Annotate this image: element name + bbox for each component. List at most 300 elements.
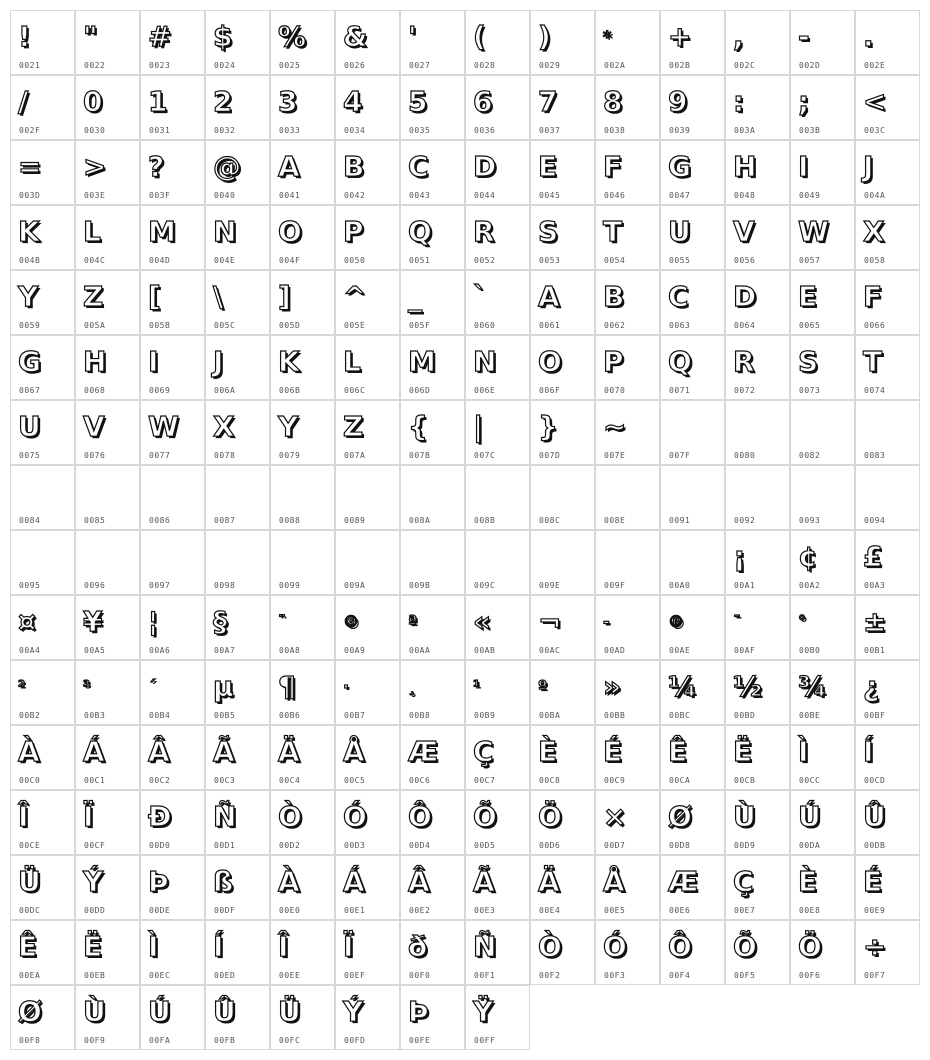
- glyph-code-label: 00C2: [149, 776, 171, 785]
- glyph-cell: [595, 530, 660, 595]
- glyph-preview: Ù: [83, 995, 106, 1028]
- glyph-code-label: 0076: [84, 451, 106, 460]
- glyph-code-label: 0027: [409, 61, 431, 70]
- glyph-code-label: 0052: [474, 256, 496, 265]
- glyph-code-label: 0095: [19, 581, 41, 590]
- glyph-code-label: 0059: [19, 321, 41, 330]
- glyph-cell: [660, 725, 725, 790]
- glyph-cell: [335, 660, 400, 725]
- glyph-code-label: 007E: [604, 451, 626, 460]
- glyph-code-label: 00FF: [474, 1036, 496, 1045]
- glyph-cell: [335, 985, 400, 1050]
- glyph-code-label: 0084: [19, 516, 41, 525]
- glyph-preview: Ò: [538, 930, 562, 963]
- glyph-preview: /: [18, 85, 29, 118]
- glyph-code-label: 00E2: [409, 906, 431, 915]
- glyph-preview: ): [538, 20, 551, 53]
- glyph-preview: Í: [863, 735, 874, 768]
- glyph-cell: [205, 985, 270, 1050]
- glyph-cell: [270, 400, 335, 465]
- glyph-cell: [725, 75, 790, 140]
- glyph-preview: 8: [603, 85, 623, 118]
- glyph-cell: [140, 595, 205, 660]
- glyph-cell: [530, 10, 595, 75]
- glyph-cell: [205, 920, 270, 985]
- glyph-cell: [725, 530, 790, 595]
- glyph-preview: -: [603, 612, 610, 631]
- glyph-cell: [725, 790, 790, 855]
- glyph-code-label: 0041: [279, 191, 301, 200]
- glyph-preview: [603, 474, 653, 514]
- glyph-code-label: 00ED: [214, 971, 236, 980]
- glyph-code-label: 0028: [474, 61, 496, 70]
- glyph-cell: [270, 205, 335, 270]
- glyph-code-label: 009C: [474, 581, 496, 590]
- glyph-preview: ¢: [798, 540, 818, 573]
- glyph-preview: ¦: [148, 605, 159, 638]
- glyph-cell: [10, 595, 75, 660]
- glyph-cell: [75, 660, 140, 725]
- glyph-code-label: 00D0: [149, 841, 171, 850]
- glyph-code-label: 00FD: [344, 1036, 366, 1045]
- glyph-preview: K: [18, 215, 40, 248]
- glyph-cell: [75, 985, 140, 1050]
- glyph-preview: T: [863, 345, 883, 378]
- glyph-preview: #: [148, 20, 172, 53]
- glyph-preview: C: [408, 150, 429, 183]
- glyph-cell: [270, 465, 335, 530]
- glyph-cell: [465, 725, 530, 790]
- glyph-preview: ¶: [278, 670, 296, 703]
- glyph-cell: [855, 595, 920, 660]
- glyph-code-label: 00AB: [474, 646, 496, 655]
- glyph-cell: [855, 725, 920, 790]
- glyph-cell: [400, 985, 465, 1050]
- glyph-preview: Í: [213, 930, 224, 963]
- glyph-cell: [140, 140, 205, 205]
- glyph-preview: 9: [668, 85, 688, 118]
- glyph-preview: U: [668, 215, 691, 248]
- glyph-cell: [75, 920, 140, 985]
- glyph-preview: O: [538, 345, 562, 378]
- glyph-preview: Õ: [733, 930, 757, 963]
- glyph-cell: [400, 10, 465, 75]
- glyph-cell: [465, 985, 530, 1050]
- glyph-cell: [660, 140, 725, 205]
- glyph-code-label: 00D2: [279, 841, 301, 850]
- glyph-cell: [855, 205, 920, 270]
- glyph-code-label: 00B5: [214, 711, 236, 720]
- glyph-code-label: 00B4: [149, 711, 171, 720]
- glyph-cell: [10, 855, 75, 920]
- glyph-cell: [270, 335, 335, 400]
- glyph-cell: [400, 465, 465, 530]
- glyph-preview: [668, 409, 718, 449]
- glyph-preview: [603, 539, 653, 579]
- glyph-grid: [10, 10, 920, 1050]
- glyph-cell: [140, 660, 205, 725]
- glyph-cell: [855, 920, 920, 985]
- glyph-cell: [595, 855, 660, 920]
- glyph-code-label: 00CF: [84, 841, 106, 850]
- glyph-code-label: 00F5: [734, 971, 756, 980]
- glyph-cell: [595, 75, 660, 140]
- glyph-code-label: 00B9: [474, 711, 496, 720]
- glyph-preview: 4: [343, 85, 363, 118]
- glyph-code-label: 00A8: [279, 646, 301, 655]
- glyph-code-label: 0088: [279, 516, 301, 525]
- glyph-preview: <: [863, 85, 887, 118]
- glyph-preview: Ê: [18, 930, 38, 963]
- glyph-code-label: 007A: [344, 451, 366, 460]
- glyph-preview: Õ: [473, 800, 497, 833]
- glyph-preview: X: [213, 410, 235, 443]
- glyph-cell: [790, 270, 855, 335]
- glyph-cell: [465, 855, 530, 920]
- glyph-preview: Ô: [668, 930, 692, 963]
- glyph-preview: ³: [83, 677, 91, 696]
- glyph-preview: M: [148, 215, 176, 248]
- glyph-code-label: 009E: [539, 581, 561, 590]
- glyph-cell: [855, 270, 920, 335]
- glyph-preview: Ÿ: [473, 995, 494, 1028]
- glyph-preview: ¨: [278, 612, 286, 631]
- glyph-preview: Ð: [148, 800, 172, 833]
- glyph-cell: [75, 205, 140, 270]
- glyph-cell: [140, 725, 205, 790]
- glyph-preview: ¹: [473, 677, 481, 696]
- glyph-preview: ;: [798, 85, 810, 118]
- glyph-cell: [10, 920, 75, 985]
- glyph-preview: ´: [148, 677, 156, 696]
- glyph-code-label: 0069: [149, 386, 171, 395]
- glyph-preview: À: [278, 865, 300, 898]
- glyph-preview: =: [18, 150, 42, 183]
- glyph-cell: [205, 595, 270, 660]
- glyph-cell: [140, 335, 205, 400]
- glyph-cell: [75, 75, 140, 140]
- glyph-cell: [140, 920, 205, 985]
- glyph-code-label: 0082: [799, 451, 821, 460]
- glyph-cell: [725, 660, 790, 725]
- glyph-code-label: 003B: [799, 126, 821, 135]
- glyph-cell: [465, 335, 530, 400]
- glyph-cell: [465, 790, 530, 855]
- glyph-cell: [205, 335, 270, 400]
- glyph-cell: [725, 140, 790, 205]
- glyph-code-label: 0099: [279, 581, 301, 590]
- glyph-code-label: 005D: [279, 321, 301, 330]
- glyph-cell: [790, 660, 855, 725]
- glyph-code-label: 00A2: [799, 581, 821, 590]
- glyph-cell: [660, 465, 725, 530]
- glyph-code-label: 00EA: [19, 971, 41, 980]
- glyph-code-label: 0043: [409, 191, 431, 200]
- glyph-cell: [270, 920, 335, 985]
- glyph-cell: [335, 855, 400, 920]
- glyph-cell: [75, 725, 140, 790]
- glyph-preview: R: [473, 215, 495, 248]
- glyph-cell: [790, 140, 855, 205]
- glyph-cell: [10, 400, 75, 465]
- glyph-code-label: 0070: [604, 386, 626, 395]
- glyph-code-label: 00B2: [19, 711, 41, 720]
- glyph-preview: Ù: [733, 800, 756, 833]
- glyph-cell: [205, 660, 270, 725]
- glyph-cell: [10, 140, 75, 205]
- glyph-cell: [270, 595, 335, 660]
- glyph-preview: Ç: [473, 735, 494, 768]
- glyph-code-label: 005F: [409, 321, 431, 330]
- glyph-cell: [205, 400, 270, 465]
- glyph-code-label: 00DC: [19, 906, 41, 915]
- glyph-preview: A: [538, 280, 560, 313]
- glyph-code-label: 0025: [279, 61, 301, 70]
- glyph-preview: I: [798, 150, 809, 183]
- glyph-cell: [400, 205, 465, 270]
- glyph-code-label: 0097: [149, 581, 171, 590]
- glyph-code-label: 0072: [734, 386, 756, 395]
- glyph-code-label: 0045: [539, 191, 561, 200]
- glyph-code-label: 0046: [604, 191, 626, 200]
- glyph-preview: 2: [213, 85, 233, 118]
- glyph-code-label: 00E7: [734, 906, 756, 915]
- glyph-code-label: 00DD: [84, 906, 106, 915]
- glyph-cell: [595, 790, 660, 855]
- glyph-preview: ð: [408, 930, 428, 963]
- glyph-code-label: 006F: [539, 386, 561, 395]
- glyph-preview: _: [408, 280, 422, 313]
- glyph-code-label: 006A: [214, 386, 236, 395]
- glyph-code-label: 00A3: [864, 581, 886, 590]
- glyph-cell: [465, 400, 530, 465]
- glyph-code-label: 00A0: [669, 581, 691, 590]
- glyph-code-label: 00F7: [864, 971, 886, 980]
- glyph-code-label: 009A: [344, 581, 366, 590]
- glyph-code-label: 00BD: [734, 711, 756, 720]
- glyph-cell: [790, 595, 855, 660]
- glyph-code-label: 00D3: [344, 841, 366, 850]
- glyph-code-label: 00B3: [84, 711, 106, 720]
- glyph-cell: [400, 335, 465, 400]
- glyph-preview: §: [213, 605, 227, 638]
- glyph-preview: Ì: [798, 735, 809, 768]
- glyph-cell: [335, 335, 400, 400]
- glyph-cell: [335, 920, 400, 985]
- glyph-cell: [465, 920, 530, 985]
- glyph-preview: Û: [213, 995, 236, 1028]
- glyph-code-label: 0098: [214, 581, 236, 590]
- glyph-preview: Ê: [668, 735, 688, 768]
- glyph-preview: [668, 474, 718, 514]
- glyph-preview: J: [863, 150, 874, 183]
- glyph-cell: [205, 270, 270, 335]
- glyph-cell: [335, 140, 400, 205]
- glyph-code-label: 00D7: [604, 841, 626, 850]
- glyph-cell: [335, 530, 400, 595]
- glyph-cell: [400, 140, 465, 205]
- glyph-preview: H: [733, 150, 757, 183]
- glyph-preview: ¬: [538, 605, 562, 638]
- glyph-cell: [10, 205, 75, 270]
- glyph-preview: V: [733, 215, 755, 248]
- glyph-code-label: 0044: [474, 191, 496, 200]
- glyph-preview: T: [603, 215, 623, 248]
- glyph-code-label: 0056: [734, 256, 756, 265]
- glyph-cell: [335, 205, 400, 270]
- glyph-preview: Ü: [18, 865, 41, 898]
- glyph-preview: µ: [213, 670, 234, 703]
- glyph-preview: Å: [603, 865, 625, 898]
- glyph-preview: Ã: [473, 865, 495, 898]
- glyph-preview: [668, 539, 718, 579]
- glyph-cell: [270, 725, 335, 790]
- glyph-preview: Ã: [213, 735, 235, 768]
- glyph-cell: [270, 985, 335, 1050]
- glyph-preview: Ø: [18, 995, 42, 1028]
- glyph-code-label: 0035: [409, 126, 431, 135]
- glyph-preview: P: [343, 215, 364, 248]
- glyph-preview: Ç: [733, 865, 754, 898]
- glyph-preview: W: [148, 410, 179, 443]
- glyph-code-label: 00C9: [604, 776, 626, 785]
- glyph-cell: [855, 335, 920, 400]
- glyph-preview: }: [538, 410, 558, 443]
- glyph-code-label: 008C: [539, 516, 561, 525]
- glyph-cell: [595, 205, 660, 270]
- glyph-preview: [18, 539, 68, 579]
- glyph-preview: +: [668, 20, 692, 53]
- glyph-cell: [400, 855, 465, 920]
- glyph-code-label: 00CC: [799, 776, 821, 785]
- glyph-code-label: 00AE: [669, 646, 691, 655]
- glyph-cell: [335, 790, 400, 855]
- glyph-code-label: 0078: [214, 451, 236, 460]
- glyph-code-label: 00E6: [669, 906, 691, 915]
- glyph-cell: [400, 920, 465, 985]
- glyph-preview: Â: [408, 865, 430, 898]
- glyph-preview: Î: [18, 800, 29, 833]
- glyph-preview: N: [473, 345, 497, 378]
- glyph-code-label: 0089: [344, 516, 366, 525]
- glyph-preview: Ñ: [213, 800, 237, 833]
- glyph-code-label: 00B7: [344, 711, 366, 720]
- glyph-cell: [660, 790, 725, 855]
- glyph-cell: [270, 790, 335, 855]
- glyph-preview: [83, 539, 133, 579]
- glyph-cell: [595, 10, 660, 75]
- glyph-preview: ": [83, 20, 98, 53]
- glyph-cell: [530, 725, 595, 790]
- glyph-code-label: 00F8: [19, 1036, 41, 1045]
- glyph-cell: [660, 205, 725, 270]
- glyph-code-label: 007F: [669, 451, 691, 460]
- glyph-preview: 7: [538, 85, 558, 118]
- glyph-code-label: 00F1: [474, 971, 496, 980]
- glyph-preview: $: [213, 20, 233, 53]
- glyph-code-label: 00F2: [539, 971, 561, 980]
- glyph-code-label: 0061: [539, 321, 561, 330]
- glyph-cell: [140, 10, 205, 75]
- glyph-code-label: 00CE: [19, 841, 41, 850]
- glyph-preview: [473, 474, 523, 514]
- glyph-code-label: 00F6: [799, 971, 821, 980]
- glyph-code-label: 00EE: [279, 971, 301, 980]
- glyph-cell: [790, 725, 855, 790]
- glyph-preview: U: [18, 410, 41, 443]
- glyph-cell: [530, 855, 595, 920]
- glyph-preview: [863, 409, 913, 449]
- glyph-code-label: 0075: [19, 451, 41, 460]
- glyph-preview: N: [213, 215, 237, 248]
- glyph-code-label: 004F: [279, 256, 301, 265]
- glyph-code-label: 00E8: [799, 906, 821, 915]
- glyph-cell: [465, 595, 530, 660]
- glyph-code-label: 00EF: [344, 971, 366, 980]
- glyph-cell: [75, 400, 140, 465]
- glyph-cell: [790, 530, 855, 595]
- glyph-code-label: 00AA: [409, 646, 431, 655]
- glyph-cell: [10, 660, 75, 725]
- glyph-code-label: 0094: [864, 516, 886, 525]
- glyph-code-label: 00F4: [669, 971, 691, 980]
- glyph-preview: @: [213, 150, 241, 183]
- glyph-preview: ¥: [83, 605, 103, 638]
- glyph-code-label: 0071: [669, 386, 691, 395]
- glyph-preview: È: [798, 865, 818, 898]
- glyph-cell: [75, 270, 140, 335]
- glyph-preview: È: [538, 735, 558, 768]
- glyph-code-label: 00AC: [539, 646, 561, 655]
- glyph-preview: [538, 474, 588, 514]
- glyph-code-label: 005E: [344, 321, 366, 330]
- glyph-code-label: 00E5: [604, 906, 626, 915]
- glyph-code-label: 0049: [799, 191, 821, 200]
- glyph-cell: [530, 660, 595, 725]
- glyph-preview: &: [343, 20, 368, 53]
- glyph-preview: Ó: [603, 930, 627, 963]
- glyph-code-label: 007C: [474, 451, 496, 460]
- glyph-cell: [270, 855, 335, 920]
- glyph-preview: G: [668, 150, 691, 183]
- glyph-code-label: 00BF: [864, 711, 886, 720]
- glyph-cell: [790, 10, 855, 75]
- glyph-preview: À: [18, 735, 40, 768]
- glyph-code-label: 002B: [669, 61, 691, 70]
- glyph-code-label: 0083: [864, 451, 886, 460]
- glyph-preview: °: [798, 612, 806, 631]
- glyph-cell: [205, 140, 270, 205]
- glyph-code-label: 0064: [734, 321, 756, 330]
- glyph-code-label: 002D: [799, 61, 821, 70]
- glyph-code-label: 00DE: [149, 906, 171, 915]
- glyph-code-label: 0024: [214, 61, 236, 70]
- glyph-code-label: 0031: [149, 126, 171, 135]
- glyph-preview: ±: [863, 605, 887, 638]
- glyph-code-label: 00AD: [604, 646, 626, 655]
- glyph-cell: [595, 725, 660, 790]
- glyph-code-label: 0092: [734, 516, 756, 525]
- glyph-preview: Ï: [83, 800, 94, 833]
- glyph-cell: [595, 335, 660, 400]
- glyph-cell: [855, 855, 920, 920]
- glyph-cell: [10, 530, 75, 595]
- glyph-cell: [530, 75, 595, 140]
- glyph-code-label: 00C4: [279, 776, 301, 785]
- glyph-code-label: 00C6: [409, 776, 431, 785]
- glyph-preview: Q: [408, 215, 432, 248]
- glyph-cell: [335, 75, 400, 140]
